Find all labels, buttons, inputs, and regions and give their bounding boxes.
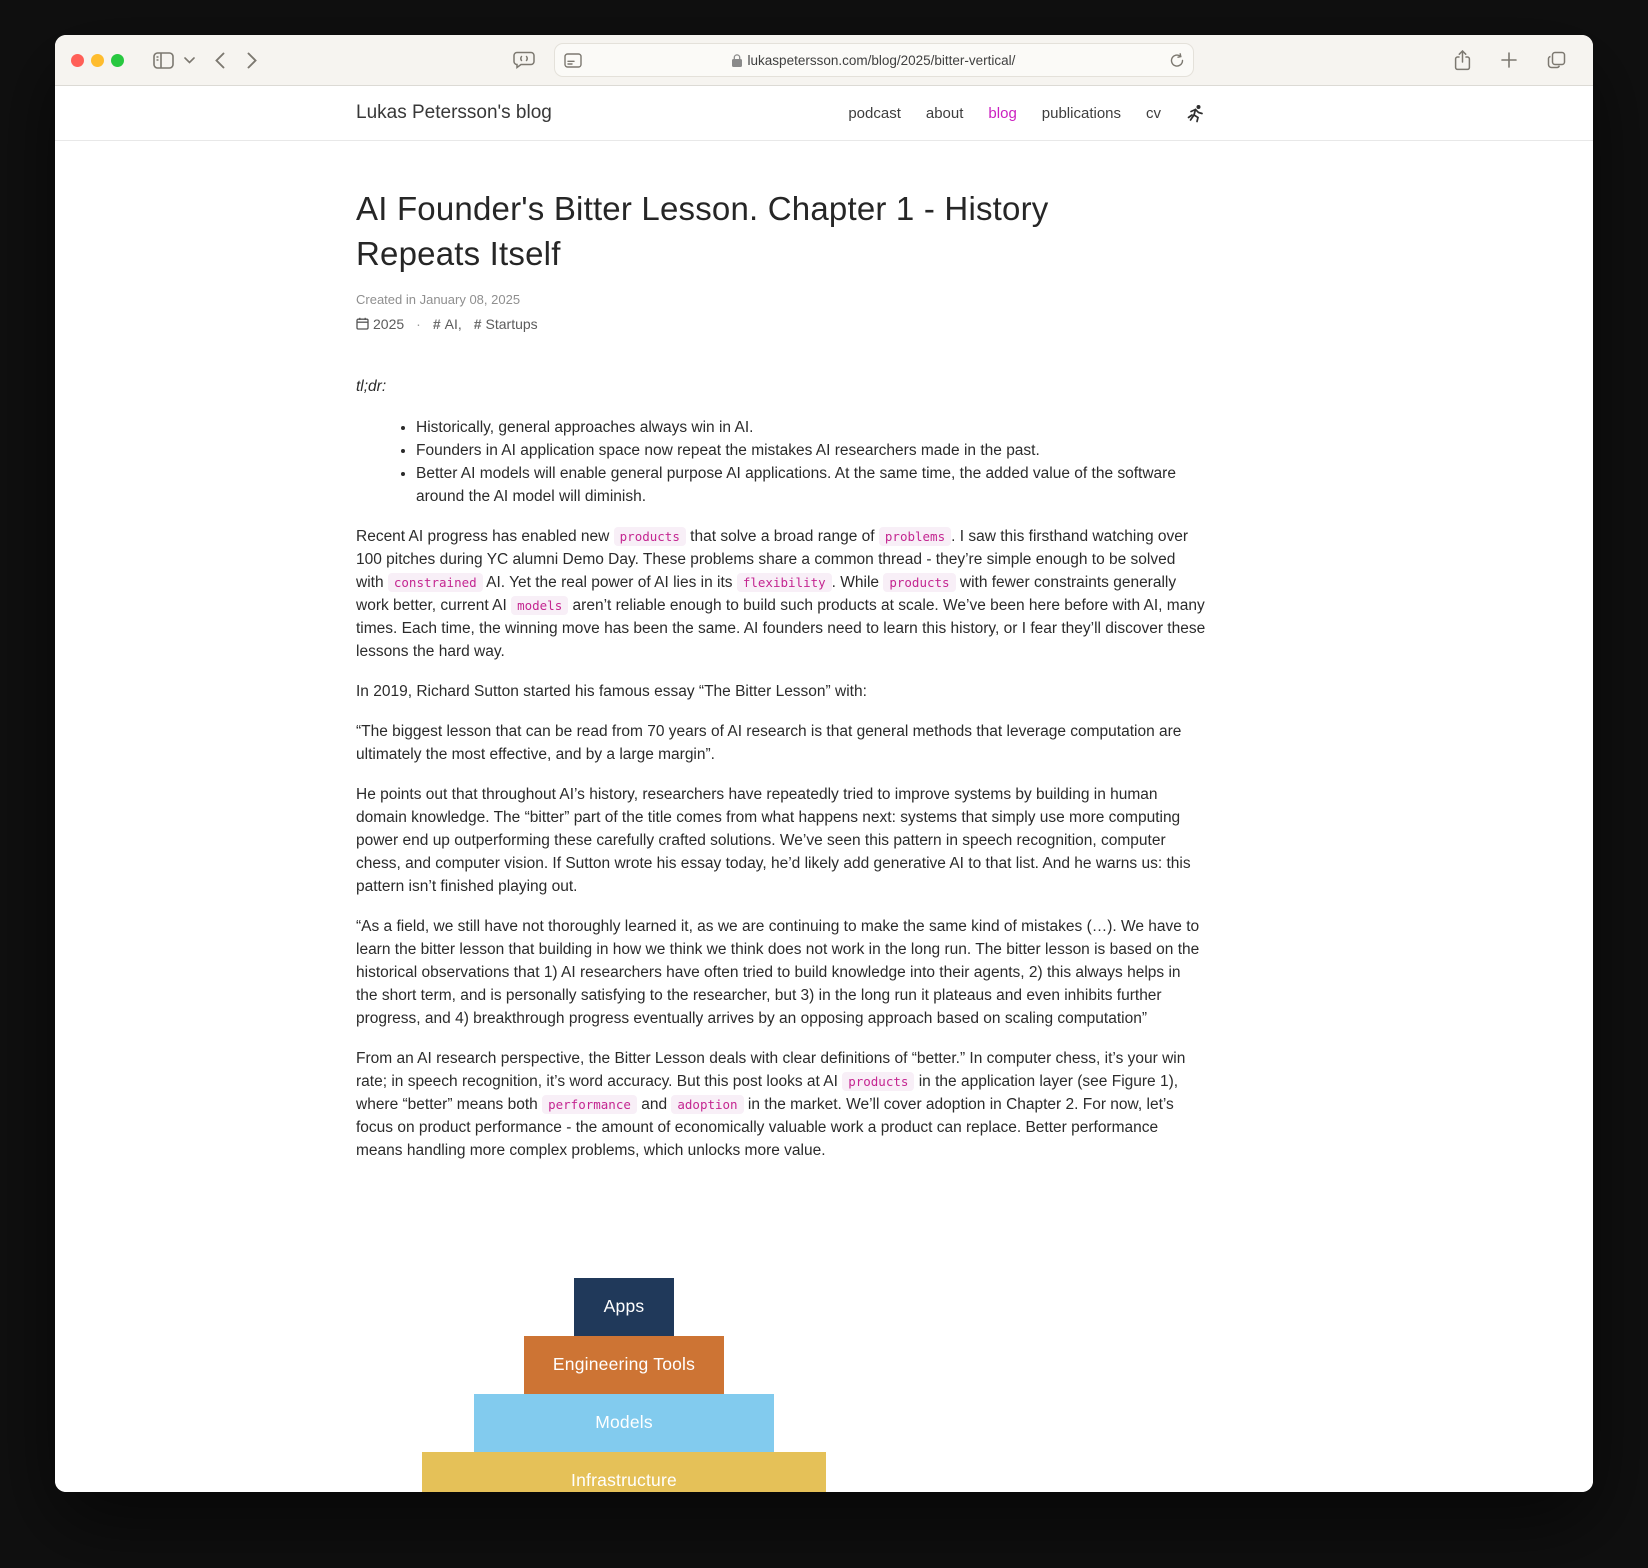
browser-window — [55, 35, 1593, 1492]
nav-item-podcast[interactable]: podcast — [848, 104, 901, 122]
traffic-lights — [71, 54, 124, 67]
inline-code: constrained — [388, 573, 483, 592]
paragraph: “As a field, we still have not thoroughly learned it, as we are continuing to make the same kind of mistakes (…). We have to learn the bitter lesson that building in how we think we think does not work in the long run. The bitter lesson is based on the historical observations that 1) AI researchers have often tried to build knowledge into their agents, 2) this always helps in the short term, and is personally satisfying to the researcher, but 3) in the long run it plateaus and even inhibits further progress, and 4) breakthrough progress eventually arrives by an opposing approach based on scaling computation” — [356, 917, 1200, 1027]
paragraph: “The biggest lesson that can be read from 70 years of AI research is that general methods that leverage computation are ultimately the most effective, and by a large margin”. — [356, 722, 1182, 763]
runner-icon[interactable] — [1186, 103, 1206, 123]
page-body — [55, 141, 1593, 1492]
new-tab-icon[interactable] — [1494, 45, 1524, 75]
inline-code: adoption — [671, 1095, 743, 1114]
inline-code: products — [842, 1072, 914, 1091]
nav-item-blog[interactable]: blog — [988, 104, 1017, 122]
lock-icon — [732, 54, 742, 67]
chevron-down-icon[interactable] — [181, 45, 198, 75]
forward-button[interactable] — [240, 45, 264, 75]
reader-view-icon[interactable] — [564, 45, 582, 75]
layer-pyramid-figure — [422, 1278, 826, 1492]
paragraph: From an AI research perspective, the Bitter Lesson deals with clear definitions of “better.” In computer chess, it’s your win rate; in speech recognition, it’s word accuracy. But this post looks at AI products in the application layer (see Figure 1), where “better” means both performance and adoption in the market. We’ll cover adoption in Chapter 2. For now, let’s focus on product performance - the amount of economically valuable work a product can replace. Better performance means handling more complex problems, which unlocks more value. — [356, 1049, 1186, 1159]
pyramid-layer-engineering-tools: Engineering Tools — [524, 1336, 724, 1394]
url-text: lukaspetersson.com/blog/2025/bitter-vertical/ — [747, 52, 1016, 68]
zoom-button[interactable] — [111, 54, 124, 67]
inline-code: products — [883, 573, 955, 592]
calendar-icon — [356, 317, 369, 330]
hash-icon: # — [473, 315, 482, 332]
site-nav — [848, 103, 1206, 123]
pyramid-layer-infrastructure: Infrastructure — [422, 1452, 826, 1492]
minimize-button[interactable] — [91, 54, 104, 67]
inline-code: products — [614, 527, 686, 546]
share-icon[interactable] — [1447, 45, 1478, 75]
site-title[interactable]: Lukas Petersson's blog — [356, 102, 552, 123]
hash-icon: # — [432, 315, 441, 332]
inline-code: flexibility — [737, 573, 832, 592]
inline-code: models — [511, 596, 568, 615]
created-date: Created in January 08, 2025 — [356, 291, 521, 307]
tldr-bullet-list — [356, 416, 1206, 508]
pyramid-layer-models: Models — [474, 1394, 774, 1452]
pyramid-layer-apps: Apps — [574, 1278, 674, 1336]
speech-bubble-icon[interactable] — [506, 45, 542, 75]
nav-item-cv[interactable]: cv — [1146, 104, 1161, 122]
paragraph: He points out that throughout AI’s history, researchers have repeatedly tried to improve systems by building in human domain knowledge. The “bitter” part of the title comes from what happens next: systems that simply use more computing power end up outperforming these carefully crafted solutions. We’ve seen this pattern in speech recognition, computer chess, and computer vision. If Sutton wrote his essay today, he’d likely add generative AI to that list. And he warns us: this pattern isn’t finished playing out. — [356, 785, 1191, 895]
close-button[interactable] — [71, 54, 84, 67]
bullet-item: • Founders in AI application space now repeat the mistakes AI researchers made in the past. — [416, 439, 1206, 462]
browser-toolbar — [55, 35, 1593, 86]
site-header — [55, 86, 1593, 141]
inline-code: problems — [879, 527, 951, 546]
nav-item-publications[interactable]: publications — [1041, 104, 1121, 122]
tag-ai[interactable]: # AI, — [432, 315, 462, 332]
nav-item-about[interactable]: about — [925, 104, 964, 122]
paragraph: Recent AI progress has enabled new products that solve a broad range of problems . I saw this firsthand watching over 100 pitches during YC alumni Demo Day. These problems share a common thread - they’re simple enough to be solved with constrained AI. Yet the real power of AI lies in its flexibility . While products with fewer constraints generally work better, current AI models aren’t reliable enough to build such products at scale. We’ve been here before with AI, many times. Each time, the winning move has been the same. AI founders need to learn this history, or I fear they’ll discover these lessons the hard way. — [356, 527, 1206, 660]
address-bar[interactable] — [554, 43, 1194, 77]
tag-startups[interactable]: # Startups — [473, 315, 538, 332]
bullet-item: • Historically, general approaches always win in AI. — [416, 416, 1206, 439]
bullet-item: • Better AI models will enable general purpose AI applications. At the same time, the added value of the software around the AI model will diminish. — [416, 462, 1206, 508]
tag-separator: · — [416, 315, 421, 332]
back-button[interactable] — [208, 45, 232, 75]
year-tag[interactable]: 2025 — [356, 316, 404, 332]
article-title: AI Founder's Bitter Lesson. Chapter 1 - History Repeats Itself — [356, 190, 1049, 272]
inline-code: performance — [542, 1095, 637, 1114]
sidebar-toggle-icon[interactable] — [146, 45, 181, 75]
refresh-icon[interactable] — [1170, 45, 1184, 75]
tag-row — [356, 316, 1206, 332]
tldr-label: tl;dr: — [356, 377, 387, 395]
paragraph: In 2019, Richard Sutton started his famous essay “The Bitter Lesson” with: — [356, 682, 867, 700]
tab-overview-icon[interactable] — [1540, 45, 1573, 75]
